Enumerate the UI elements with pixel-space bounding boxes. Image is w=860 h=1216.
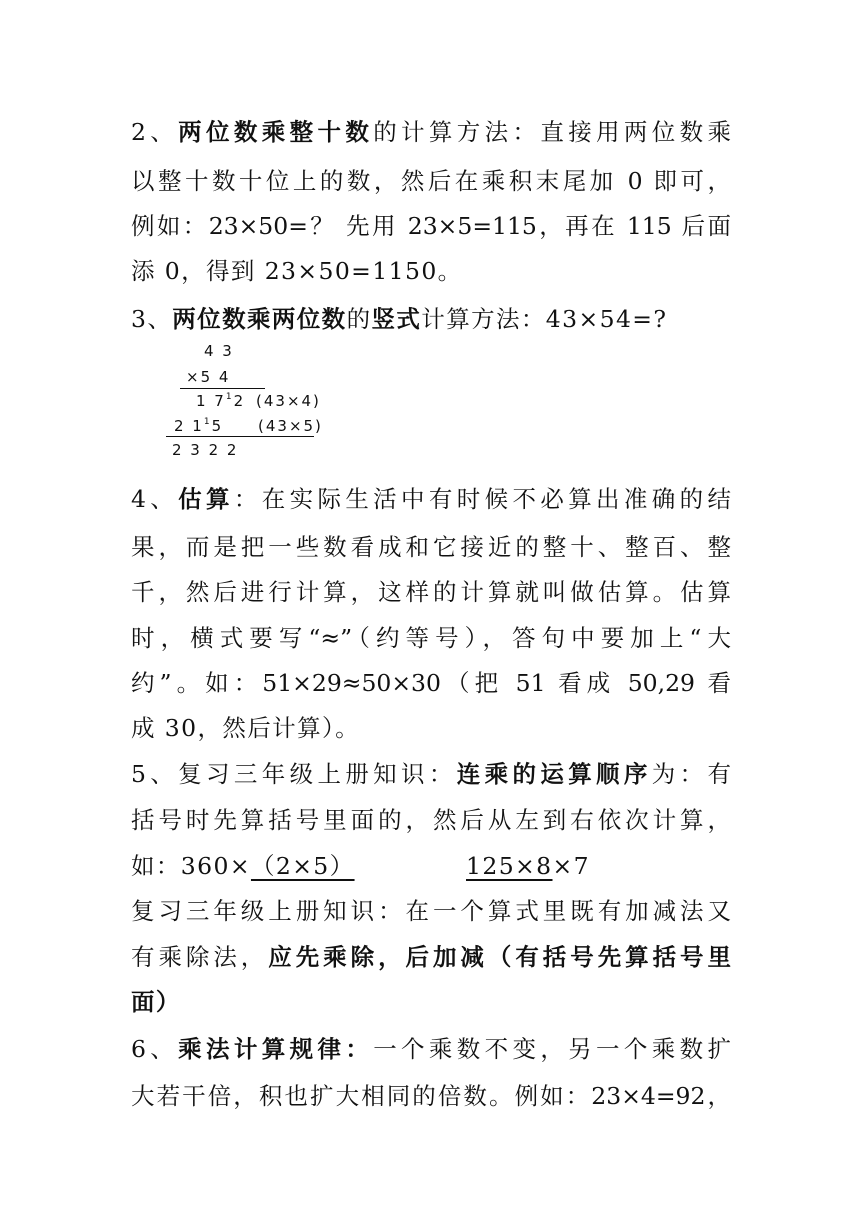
vm-row1: 4 3 bbox=[204, 342, 234, 360]
s4-line1: 4、估算：在实际生活中有时候不必算出准确的结 bbox=[131, 485, 731, 513]
vm-row4-note: (43×5) bbox=[258, 417, 323, 435]
s2-line4: 添 0，得到 23×50=1150。 bbox=[131, 257, 463, 285]
s6-line1: 6、乘法计算规律：一个乘数不变，另一个乘数扩 bbox=[131, 1035, 731, 1063]
vm-row4: 2 $1^15$ bbox=[174, 417, 224, 435]
vm-row3-note: (43×4) bbox=[256, 392, 321, 410]
vm-rule1 bbox=[180, 388, 265, 389]
s4-line6: 成 30，然后计算）。 bbox=[131, 714, 361, 742]
s5-line4: 复习三年级上册知识：在一个算式里既有加减法又 bbox=[131, 897, 731, 925]
s2-line1: 2、两位数乘整十数的计算方法：直接用两位数乘 bbox=[131, 118, 731, 146]
s3-line1: 3、两位数乘两位数的竖式计算方法：43×54=? bbox=[131, 305, 668, 333]
s4-term: 估算 bbox=[178, 485, 234, 513]
s4-line4: 时，横式要写“≈”（约等号），答句中要加上“大 bbox=[131, 624, 731, 652]
s5-example1-underlined: （2×5） bbox=[250, 852, 355, 880]
s5-line2: 括号时先算括号里面的，然后从左到右依次计算， bbox=[131, 806, 731, 834]
s6-term: 乘法计算规律： bbox=[178, 1035, 374, 1063]
s5-term: 连乘的运算顺序 bbox=[456, 760, 652, 788]
s2-line2: 以整十数十位上的数，然后在乘积末尾加 0 即可， bbox=[131, 167, 731, 195]
s5-example2: 125×8×7 bbox=[466, 852, 590, 880]
s4-line5: 约”。如：51×29≈50×30（把 51 看成 50,29 看 bbox=[131, 669, 731, 697]
vm-row2: ×5 4 bbox=[186, 368, 231, 386]
s5-line5: 有乘除法，应先乘除，后加减（有括号先算括号里 bbox=[131, 943, 732, 971]
s5-example2-underlined: 125×8 bbox=[466, 852, 553, 880]
s4-line2: 果，而是把一些数看成和它接近的整十、整百、整 bbox=[131, 533, 731, 561]
s4-line3: 千，然后进行计算，这样的计算就叫做估算。估算 bbox=[131, 578, 731, 606]
vertical-multiplication bbox=[162, 340, 362, 470]
s2-term: 两位数乘整十数 bbox=[178, 118, 374, 146]
s6-line2: 大若干倍，积也扩大相同的倍数。例如：23×4=92， bbox=[131, 1082, 731, 1110]
vm-row5: 2 3 2 2 bbox=[172, 441, 239, 459]
vm-row3: 1 $7^12$ bbox=[196, 392, 246, 410]
s2-line3: 例如：23×50=？ 先用 23×5=115，再在 115 后面 bbox=[131, 212, 731, 240]
s5-line6: 面） bbox=[131, 988, 181, 1016]
s5-example1: 如：360×（2×5） bbox=[131, 852, 355, 880]
s5-line1: 5、复习三年级上册知识：连乘的运算顺序为：有 bbox=[131, 760, 731, 788]
s5-rule-bold: 应先乘除，后加减（有括号先算括号里 bbox=[268, 943, 732, 971]
vm-rule2 bbox=[166, 436, 314, 437]
